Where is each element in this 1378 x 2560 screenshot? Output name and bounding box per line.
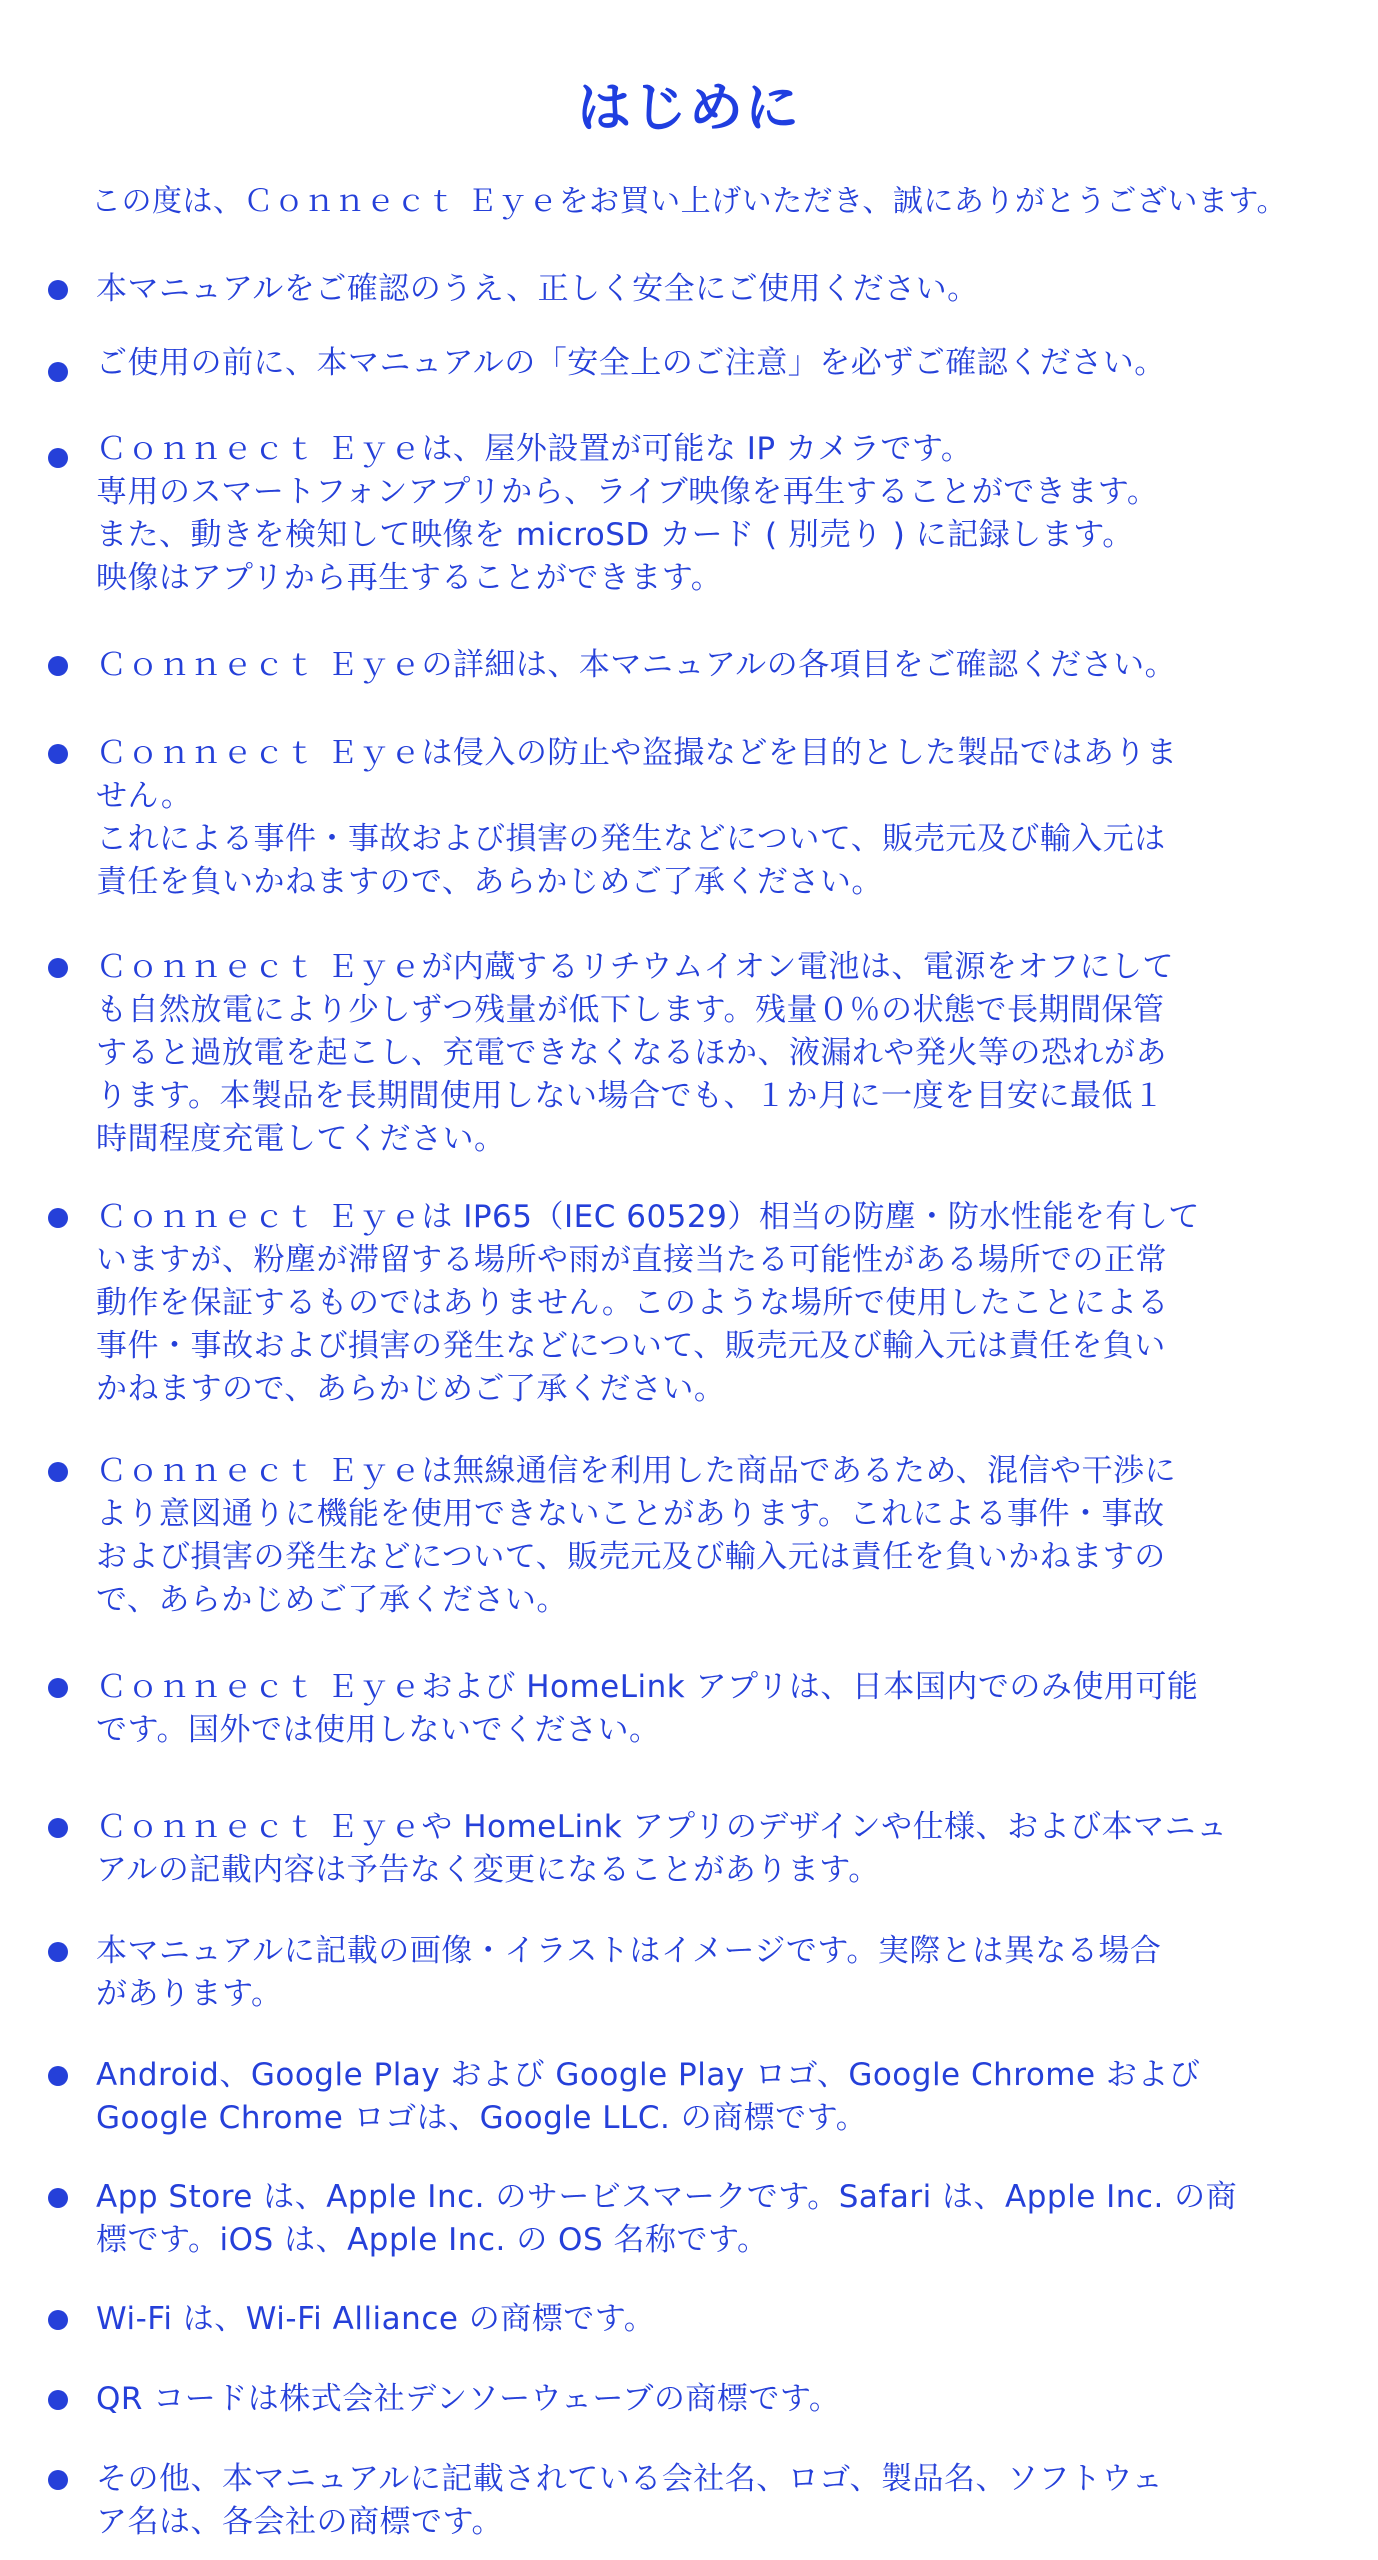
list-item-text: Ｃｏｎｎｅｃｔ Ｅｙｅは、屋外設置が可能な IP カメラです。 専用のスマートフォンアプリから、ライブ映像を再生することができます。 また、動きを検知して映像を microSD カード ( 別売り ) に記録します。 映像はアプリから再生することができます。: [96, 431, 1159, 596]
page-title: はじめに: [577, 76, 801, 140]
bullet-icon: [48, 2310, 68, 2330]
list-item-text: Ｃｏｎｎｅｃｔ Ｅｙｅは侵入の防止や盗撮などを目的とした製品ではありま せん。 これによる事件・事故および損害の発生などについて、販売元及び輸入元は 責任を負いかねますので、あらかじめご了承ください。: [96, 735, 1178, 900]
list-item-text: 本マニュアルをご確認のうえ、正しく安全にご使用ください。: [96, 271, 979, 307]
list-item-text: ご使用の前に、本マニュアルの「安全上のご注意」を必ずご確認ください。: [96, 345, 1166, 381]
list-item-text: QR コードは株式会社デンソーウェーブの商標です。: [96, 2381, 841, 2417]
bullet-icon: [48, 1678, 68, 1698]
bullet-icon: [48, 1462, 68, 1482]
list-item-text: Wi-Fi は、Wi-Fi Alliance の商標です。: [96, 2301, 656, 2337]
list-item-text: その他、本マニュアルに記載されている会社名、ロゴ、製品名、ソフトウェ ア名は、各会社の商標です。: [96, 2461, 1164, 2540]
bullet-icon: [48, 362, 68, 382]
bullet-icon: [48, 2390, 68, 2410]
list-item-text: Ｃｏｎｎｅｃｔ Ｅｙｅおよび HomeLink アプリは、日本国内でのみ使用可能 です。国外では使用しないでください。: [96, 1669, 1199, 1748]
bullet-icon: [48, 744, 68, 764]
list-item-text: Ｃｏｎｎｅｃｔ Ｅｙｅは無線通信を利用した商品であるため、混信や干渉に より意図通りに機能を使用できないことがあります。これによる事件・事故 および損害の発生などについて、販売元及び輸入元は責任を負いかねますの で、あらかじめご了承ください。: [96, 1453, 1177, 1618]
intro-text: この度は、Ｃｏｎｎｅｃｔ Ｅｙｅをお買い上げいただき、誠にありがとうございます。: [91, 184, 1287, 219]
list-item-text: Android、Google Play および Google Play ロゴ、Google Chrome および Google Chrome ロゴは、Google LLC. の商標です。: [96, 2057, 1201, 2136]
list-item-text: Ｃｏｎｎｅｃｔ Ｅｙｅや HomeLink アプリのデザインや仕様、および本マニュ アルの記載内容は予告なく変更になることがあります。: [96, 1809, 1228, 1888]
bullet-icon: [48, 656, 68, 676]
list-item-text: Ｃｏｎｎｅｃｔ Ｅｙｅは IP65（IEC 60529）相当の防塵・防水性能を有して いますが、粉塵が滞留する場所や雨が直接当たる可能性がある場所での正常 動作を保証するものではありません。このような場所で使用したことによる 事件・事故および損害の発生などについて、販売元及び輸入元は責任を負い かねますので、あらかじめご了承ください。: [96, 1199, 1200, 1407]
list-item-text: App Store は、Apple Inc. のサービスマークです。Safari は、Apple Inc. の商 標です。iOS は、Apple Inc. の OS 名称です。: [96, 2179, 1238, 2258]
bullet-icon: [48, 2188, 68, 2208]
list-item-text: Ｃｏｎｎｅｃｔ Ｅｙｅが内蔵するリチウムイオン電池は、電源をオフにして も自然放電により少しずつ残量が低下します。残量０％の状態で長期間保管 すると過放電を起こし、充電できなくなるほか、液漏れや発火等の恐れがあ ります。本製品を長期間使用しない場合でも、１か月に一度を目安に最低１ 時間程度充電してください。: [96, 949, 1174, 1157]
bullet-icon: [48, 958, 68, 978]
bullet-icon: [48, 1208, 68, 1228]
bullet-icon: [48, 2066, 68, 2086]
bullet-icon: [48, 1818, 68, 1838]
bullet-icon: [48, 280, 68, 300]
list-item-text: 本マニュアルに記載の画像・イラストはイメージです。実際とは異なる場合 があります。: [96, 1933, 1162, 2012]
bullet-icon: [48, 448, 68, 468]
list-item-text: Ｃｏｎｎｅｃｔ Ｅｙｅの詳細は、本マニュアルの各項目をご確認ください。: [96, 647, 1177, 683]
bullet-icon: [48, 1942, 68, 1962]
bullet-icon: [48, 2470, 68, 2490]
